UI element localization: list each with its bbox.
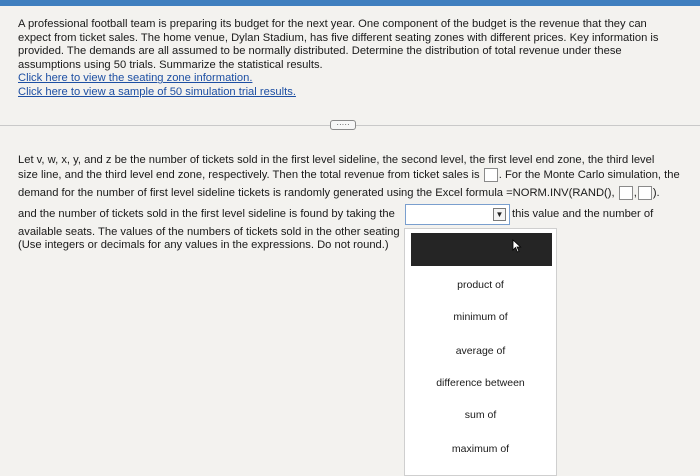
option-average-of[interactable]: average of <box>455 345 506 357</box>
intro-line: expect from ticket sales. The home venue, Dylan Stadium, has five different seating zones with different prices. Key information is <box>18 31 659 44</box>
question-line-4a: and the number of tickets sold in the first level sideline is found by taking the <box>18 208 395 220</box>
question-line-2 <box>18 168 680 182</box>
pointer-cursor-icon <box>512 239 522 253</box>
mean-input[interactable] <box>619 186 633 200</box>
option-product-of[interactable]: product of <box>457 279 504 291</box>
question-line-3 <box>18 186 660 200</box>
option-maximum-of[interactable]: maximum of <box>451 443 510 455</box>
dropdown-highlight <box>411 233 552 266</box>
problem-intro <box>18 18 678 100</box>
question-text: demand for the number of first level sideline tickets is randomly generated using the Excel formula =NORM.INV(RAND(), <box>18 186 615 199</box>
expand-more-button[interactable]: ····· <box>330 120 356 130</box>
question-text: size line, and the third level end zone, respectively. Then the total revenue from ticket sales is <box>18 168 480 181</box>
option-difference-between[interactable]: difference between <box>436 377 525 389</box>
dropdown-arrow-icon[interactable]: ▼ <box>493 208 506 221</box>
question-line-4b: this value and the number of <box>512 208 654 220</box>
intro-line: assumptions using 50 trials. Summarize the statistical results. <box>18 58 323 71</box>
sample-results-link[interactable]: Click here to view a sample of 50 simulation trial results. <box>18 85 296 98</box>
question-text: ). <box>652 186 660 199</box>
top-accent-bar <box>0 0 700 6</box>
function-select[interactable] <box>405 204 510 225</box>
std-dev-input[interactable] <box>638 186 652 200</box>
option-minimum-of[interactable]: minimum of <box>453 311 508 323</box>
intro-line: provided. The demands are all assumed to be normally distributed. Determine the distribution of total revenue under these <box>18 45 622 58</box>
question-text: . For the Monte Carlo simulation, the <box>498 168 680 181</box>
function-dropdown-menu <box>404 228 557 476</box>
seating-info-link[interactable]: Click here to view the seating zone information. <box>18 72 253 85</box>
intro-line: A professional football team is preparing its budget for the next year. One component of the budget is the revenue that they can <box>18 18 647 30</box>
option-sum-of[interactable]: sum of <box>464 409 497 421</box>
question-line-1: Let v, w, x, y, and z be the number of tickets sold in the first level sideline, the second level, the first level end zone, the third level <box>18 154 655 166</box>
question-text: , <box>633 186 637 199</box>
question-line-6: (Use integers or decimals for any values in the expressions. Do not round.) <box>18 239 389 251</box>
question-line-5: available seats. The values of the numbers of tickets sold in the other seating <box>18 226 400 238</box>
revenue-expression-input[interactable] <box>484 168 498 182</box>
